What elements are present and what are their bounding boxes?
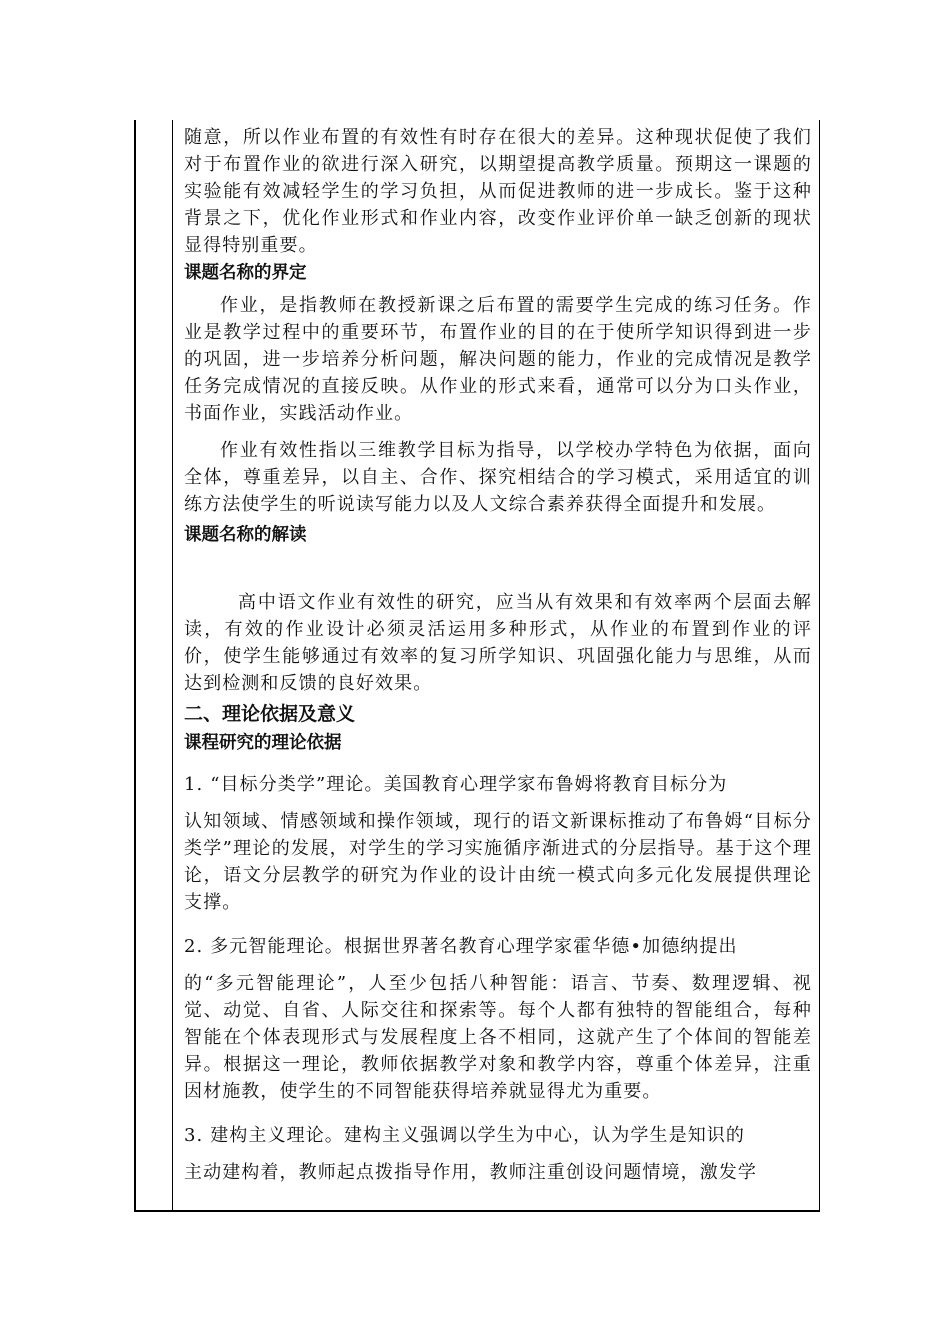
heading-interpretation: 课题名称的解读: [184, 525, 307, 545]
section-two-title: 二、理论依据及意义: [184, 703, 356, 725]
definition-paragraph-1: 作业，是指教师在教授新课之后布置的需要学生完成的练习任务。作业是教学过程中的重要环节，布置作业的目的在于使所学知识得到进一步的巩固，进一步培养分析问题，解决问题的能力，作业的完成情况是教学任务完成情况的直接反映。从作业的形式来看，通常可以分为口头作业，书面作业，实践活动作业。: [184, 295, 812, 424]
interpretation-paragraph: 高中语文作业有效性的研究，应当从有效果和有效率两个层面去解读，有效的作业设计必须灵活运用多种形式，从作业的布置到作业的评价，使学生能够通过有效率的复习所学知识、巩固强化能力与思维，从而达到检测和反馈的良好效果。: [184, 592, 812, 694]
intro-paragraph: 随意，所以作业布置的有效性有时存在很大的差异。这种现状促使了我们对于布置作业的欲进行深入研究，以期望提高教学质量。预期这一课题的实验能有效减轻学生的学习负担，从而促进教师的进一步成长。鉴于这种背景之下，优化作业形式和作业内容，改变作业评价单一缺乏创新的现状显得特别重要。: [184, 127, 812, 256]
document-body: [184, 120, 812, 1186]
heading-theory: 课程研究的理论依据: [184, 733, 342, 753]
definition-paragraph-2: 作业有效性指以三维教学目标为指导，以学校办学特色为依据，面向全体，尊重差异，以自主、合作、探究相结合的学习模式，采用适宜的训练方法使学生的听说读写能力以及人文综合素养获得全面提升和发展。: [184, 440, 812, 515]
heading-definition: 课题名称的界定: [184, 263, 307, 283]
theory-1-body: 认知领域、情感领域和操作领域，现行的语文新课标推动了布鲁姆“目标分类学”理论的发展，对学生的学习实施循序渐进式的分层指导。基于这个理论，语文分层教学的研究为作业的设计由统一模式向多元化发展提供理论支撑。: [184, 811, 812, 913]
theory-3-first-line: 3. 建构主义理论。建构主义强调以学生为中心，认为学生是知识的: [184, 1125, 745, 1146]
table-column-divider: [172, 120, 173, 1212]
theory-2-body: 的“多元智能理论”，人至少包括八种智能：语言、节奏、数理逻辑、视觉、动觉、自省、人际交往和探索等。每个人都有独特的智能组合，每种智能在个体表现形式与发展程度上各不相同，这就产生了个体间的智能差异。根据这一理论，教师依据教学对象和教学内容，尊重个体差异，注重因材施教，使学生的不同智能获得培养就显得尤为重要。: [184, 973, 812, 1102]
theory-2-first-line: 2. 多元智能理论。根据世界著名教育心理学家霍华德•加德纳提出: [184, 936, 738, 957]
theory-1-first-line: 1. “目标分类学”理论。美国教育心理学家布鲁姆将教育目标分为: [184, 774, 728, 795]
theory-3-body: 主动建构着，教师起点拨指导作用，教师注重创设问题情境，激发学: [184, 1162, 757, 1183]
